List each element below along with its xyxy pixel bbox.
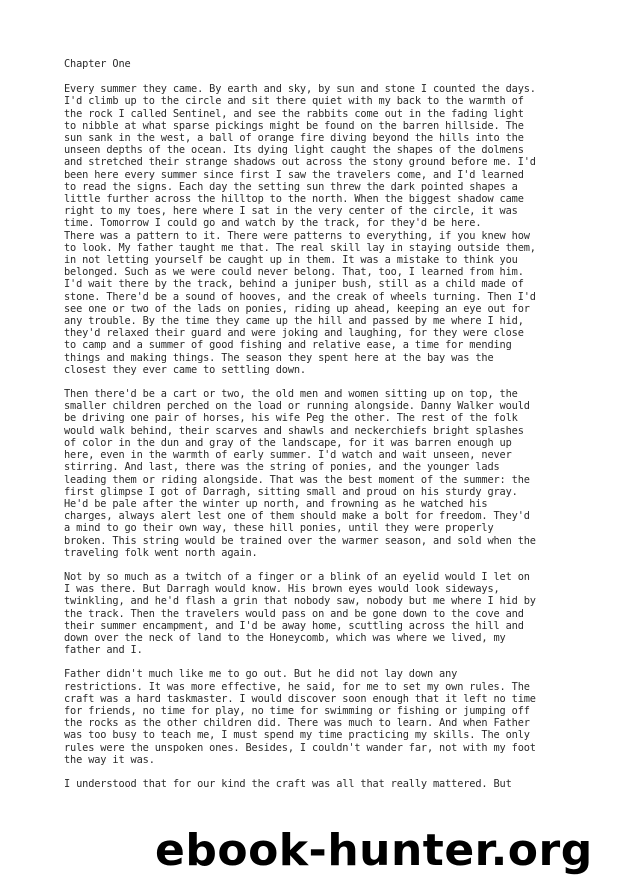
chapter-title: Chapter One xyxy=(64,58,131,70)
document-page xyxy=(64,58,564,802)
paragraph-5: Father didn't much like me to go out. But he did not lay down any restrictions. It was more effective, he said, for me to set my own rules. The craft was a hard taskmaster. I would discover soon enough that it left no time for friends, no time for play, no time for swimming or fishing or jumping off the rocks as the other children did. There was much to learn. And when Father was too busy to teach me, I must spend my time practicing my skills. The only rules were the unspoken ones. Besides, I couldn't wander far, not with my foot the way it was. xyxy=(64,668,536,766)
paragraph-6: I understood that for our kind the craft was all that really mattered. But xyxy=(64,777,512,790)
paragraph-4: Not by so much as a twitch of a finger or a blink of an eyelid would I let on I was there. But Darragh would know. His brown eyes would look sideways, twinkling, and he'd flash a grin that nobody saw, nobody but me where I hid by the track. Then the travelers would pass on and be gone down to the cove and their summer encampment, and I'd be away home, scuttling across the hill and down over the neck of land to the Honeycomb, which was where we lived, my father and I. xyxy=(64,570,536,657)
paragraph-1: Every summer they came. By earth and sky, by sun and stone I counted the days. I'd climb up to the circle and sit there quiet with my back to the warmth of the rock I called Sentinel, and see the rabbits come out in the fading light to nibble at what sparse pickings might be found on the barren hillside. The sun sank in the west, a ball of orange fire diving beyond the hills into the unseen depths of the ocean. Its dying light caught the shapes of the dolmens and stretched their strange shadows out across the stony ground before me. I'd been here every summer since first I saw the travelers come, and I'd learned to read the signs. Each day the setting sun threw the dark pointed shapes a little further across the hilltop to the north. When the biggest shadow came right to my toes, here where I sat in the very center of the circle, it was time. Tomorrow I could go and watch by the track, for they'd be here. xyxy=(64,83,536,230)
paragraph-3: Then there'd be a cart or two, the old men and women sitting up on top, the smaller children perched on the load or running alongside. Danny Walker would be driving one pair of horses, his wife Peg the other. The rest of the folk would walk behind, their scarves and shawls and neckerchiefs bright splashes of color in the dun and gray of the landscape, for it was barren enough up here, even in the warmth of early summer. I'd watch and wait unseen, never stirring. And last, there was the string of ponies, and the younger lads leading them or riding alongside. That was the best moment of the summer: the first glimpse I got of Darragh, sitting small and proud on his sturdy gray. He'd be pale after the winter up north, and frowning as he watched his charges, always alert lest one of them should make a bolt for freedom. They'd a mind to go their own way, these hill ponies, until they were properly broken. This string would be trained over the warmer season, and sold when the traveling folk went north again. xyxy=(64,388,536,559)
paragraph-2: There was a pattern to it. There were patterns to everything, if you knew how to look. My father taught me that. The real skill lay in staying outside them, in not letting yourself be caught up in them. It was a mistake to think you belonged. Such as we were could never belong. That, too, I learned from him. I'd wait there by the track, behind a juniper bush, still as a child made of stone. There'd be a sound of hooves, and the creak of wheels turning. Then I'd see one or two of the lads on ponies, riding up ahead, keeping an eye out for any trouble. By the time they came up the hill and passed by me where I hid, they'd relaxed their guard and were joking and laughing, for they were close to camp and a summer of good fishing and relative ease, a time for mending things and making things. The season they spent here at the bay was the closest they ever came to settling down. xyxy=(64,229,536,376)
watermark-logo: ebook-hunter.org xyxy=(155,825,593,876)
